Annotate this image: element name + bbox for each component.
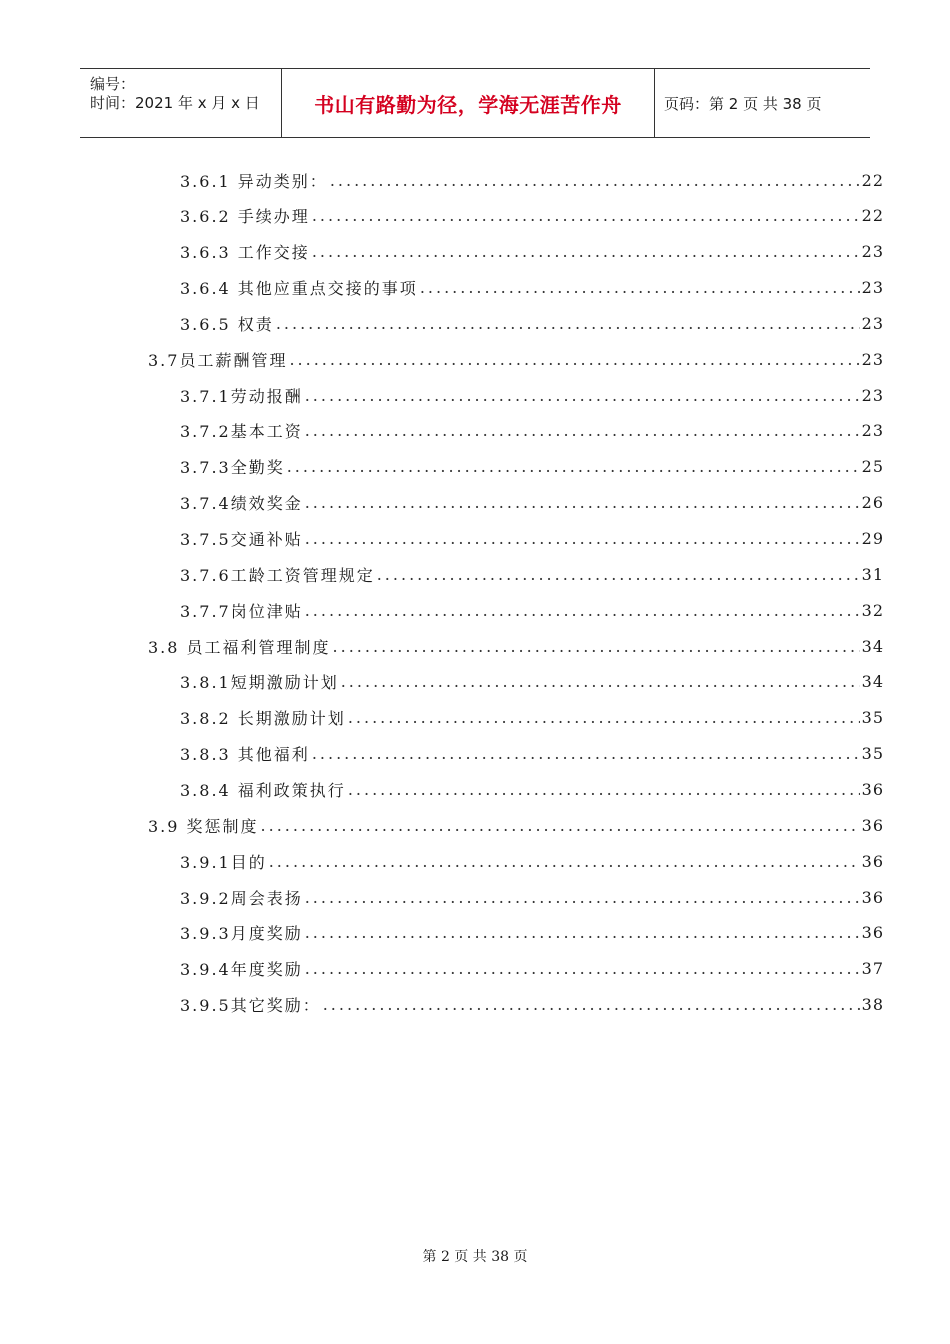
page-footer: 第 2 页 共 38 页 (422, 1249, 528, 1265)
toc-entry-page: 32 (861, 600, 884, 620)
toc-entry-page: 35 (861, 744, 884, 764)
toc-dot-leader (305, 959, 860, 978)
toc-dot-leader (305, 493, 860, 512)
toc-entry-page: 25 (861, 457, 884, 477)
toc-entry[interactable] (180, 595, 884, 625)
toc-entry-page: 36 (861, 815, 884, 835)
toc-dot-leader (333, 637, 860, 656)
toc-entry-title: 3.7.6工龄工资管理规定 (180, 565, 375, 585)
toc-entry-title: 3.8.4 福利政策执行 (180, 780, 346, 800)
toc-dot-leader (287, 457, 860, 476)
toc-entry-title: 3.6.1 异动类别： (180, 171, 328, 191)
toc-dot-leader (269, 852, 860, 871)
toc-entry[interactable] (180, 918, 884, 948)
toc-dot-leader (377, 565, 860, 584)
toc-entry-page: 37 (861, 959, 884, 979)
toc-entry-title: 3.7员工薪酬管理 (148, 350, 288, 370)
toc-entry-page: 36 (861, 923, 884, 943)
toc-entry-page: 23 (861, 421, 884, 441)
toc-entry[interactable] (148, 344, 884, 374)
toc-entry-title: 3.7.7岗位津贴 (180, 601, 303, 621)
toc-entry-page: 34 (861, 636, 884, 656)
toc-dot-leader (348, 780, 860, 799)
toc-entry-title: 3.9.1目的 (180, 852, 267, 872)
toc-dot-leader (305, 888, 860, 907)
toc-entry-title: 3.7.3全勤奖 (180, 458, 285, 478)
toc-entry-title: 3.6.3 工作交接 (180, 243, 310, 263)
toc-entry[interactable] (148, 631, 884, 661)
toc-dot-leader (312, 744, 860, 763)
toc-entry-title: 3.9.5其它奖励： (180, 996, 321, 1016)
toc-dot-leader (312, 206, 860, 225)
toc-entry-page: 22 (861, 206, 884, 226)
toc-entry-page: 36 (861, 779, 884, 799)
toc-entry-page: 29 (861, 529, 884, 548)
toc-entry[interactable] (180, 774, 884, 804)
toc-entry-title: 3.6.5 权责 (180, 314, 274, 334)
toc-entry-title: 3.9.3月度奖励 (180, 924, 303, 944)
toc-entry-page: 23 (861, 385, 884, 405)
code-label: 编号： (90, 75, 136, 93)
toc-dot-leader (348, 708, 860, 727)
toc-entry-page: 36 (861, 887, 884, 907)
toc-entry-page: 36 (861, 851, 884, 871)
toc-dot-leader (305, 923, 860, 942)
toc-entry[interactable] (180, 846, 884, 876)
toc-entry[interactable] (180, 488, 884, 518)
toc-dot-leader (323, 995, 860, 1014)
toc-entry-title: 3.7.4绩效奖金 (180, 494, 303, 514)
toc-entry-title: 3.6.4 其他应重点交接的事项 (180, 279, 418, 299)
toc-entry-title: 3.7.2基本工资 (180, 422, 303, 442)
toc-dot-leader (330, 171, 860, 190)
toc-entry[interactable] (180, 165, 884, 195)
toc-entry[interactable] (180, 524, 884, 554)
toc-entry-title: 3.8.3 其他福利 (180, 745, 310, 765)
toc-entry-title: 3.9 奖惩制度 (148, 816, 259, 836)
toc-entry[interactable] (148, 810, 884, 840)
toc-dot-leader (305, 529, 860, 548)
header-motto: 书山有路勤为径，学海无涯苦作舟 (314, 92, 622, 117)
toc-entry[interactable] (180, 667, 884, 697)
toc-entry[interactable] (180, 990, 884, 1020)
toc-entry[interactable] (180, 559, 884, 589)
toc-dot-leader (289, 350, 859, 369)
toc-dot-leader (420, 278, 860, 297)
toc-entry-title: 3.9.2周会表扬 (180, 888, 303, 908)
header-divider (654, 69, 655, 137)
toc-entry-page: 23 (861, 242, 884, 262)
header-table (80, 68, 870, 138)
toc-entry-page: 23 (861, 278, 884, 298)
toc-entry-page: 23 (861, 349, 884, 369)
toc-entry[interactable] (180, 380, 884, 410)
time-label: 时间：2021 年 x 月 x 日 (90, 94, 260, 112)
toc-entry-title: 3.7.1劳动报酬 (180, 386, 303, 406)
toc-entry-page: 38 (861, 995, 884, 1015)
toc-dot-leader (261, 816, 860, 835)
toc-entry-title: 3.8.1短期激励计划 (180, 673, 339, 693)
toc-entry[interactable] (180, 452, 884, 482)
toc-entry[interactable] (180, 273, 884, 303)
toc-entry-page: 34 (861, 672, 884, 692)
toc-entry-title: 3.8 员工福利管理制度 (148, 637, 331, 657)
toc-entry-page: 31 (861, 564, 884, 584)
header-page-info: 页码：第 2 页 共 38 页 (664, 94, 822, 113)
toc-entry-page: 23 (861, 313, 884, 333)
toc-dot-leader (305, 386, 860, 405)
toc-dot-leader (341, 672, 860, 691)
toc-entry[interactable] (180, 237, 884, 267)
toc-entry-page: 22 (861, 170, 884, 190)
toc-entry-title: 3.7.5交通补贴 (180, 530, 303, 549)
toc-entry-page: 35 (861, 708, 884, 728)
toc-entry-title: 3.8.2 长期激励计划 (180, 709, 346, 729)
toc-entry[interactable] (180, 954, 884, 984)
toc-entry-page: 26 (861, 493, 884, 513)
toc-entry[interactable] (180, 201, 884, 231)
toc-dot-leader (305, 601, 860, 620)
toc-entry[interactable] (180, 882, 884, 912)
toc-entry[interactable] (180, 308, 884, 338)
toc-entry[interactable] (180, 739, 884, 769)
toc-dot-leader (312, 242, 860, 261)
toc-entry[interactable] (180, 703, 884, 733)
toc-dot-leader (305, 421, 860, 440)
header-meta-cell (80, 69, 280, 137)
toc-entry-title: 3.6.2 手续办理 (180, 207, 310, 227)
toc-entry-title: 3.9.4年度奖励 (180, 960, 303, 980)
toc-dot-leader (276, 314, 860, 333)
toc-entry[interactable] (180, 416, 884, 446)
